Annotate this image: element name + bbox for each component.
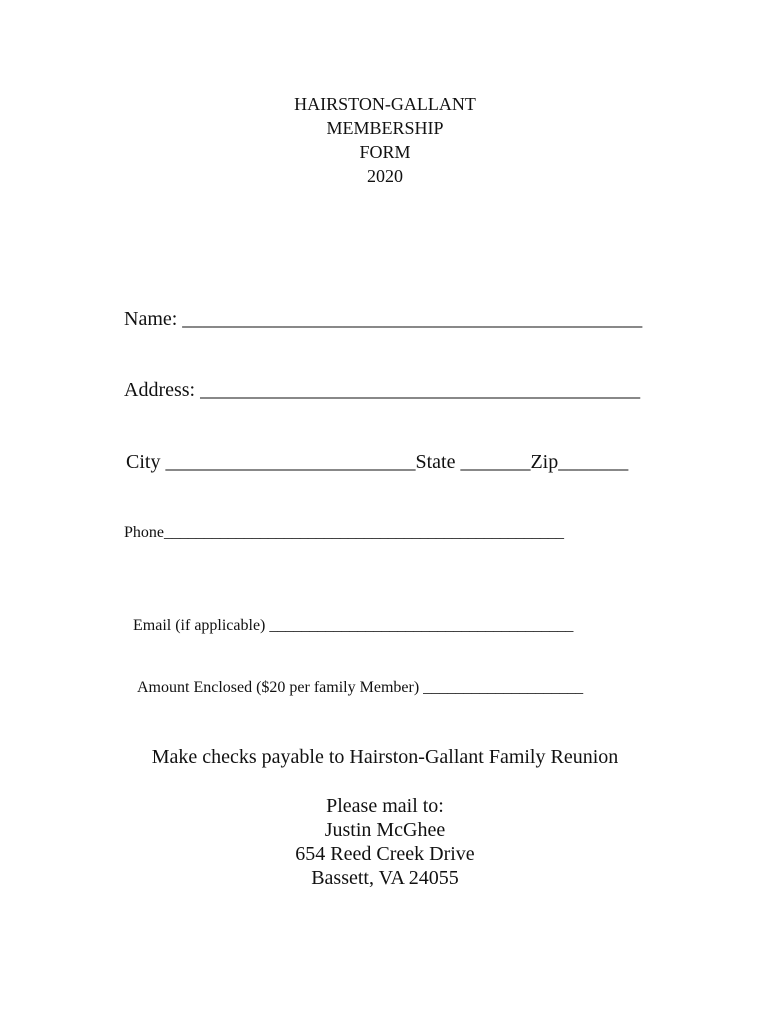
email-field: Email (if applicable) ______________________________________ [133, 617, 574, 634]
mail-recipient: Justin McGhee [324, 819, 446, 841]
mailing-address [0, 794, 770, 890]
mail-heading: Please mail to: [326, 795, 444, 817]
address-field: Address: ____________________________________________ [124, 379, 641, 401]
phone-field: Phone__________________________________________________ [124, 524, 564, 541]
amount-enclosed-field: Amount Enclosed ($20 per family Member) ____________________ [137, 679, 584, 696]
title-line-membership: MEMBERSHIP [326, 118, 444, 138]
mail-street: 654 Reed Creek Drive [295, 843, 475, 865]
title-line-form: FORM [359, 142, 411, 162]
mail-city-state-zip: Bassett, VA 24055 [311, 867, 459, 889]
name-field: Name: ______________________________________________ [124, 308, 643, 330]
form-title [0, 92, 770, 188]
checks-payable-note: Make checks payable to Hairston-Gallant Family Reunion [151, 746, 619, 768]
title-line-organization: HAIRSTON-GALLANT [294, 94, 476, 114]
city-state-zip-field: City _________________________State _______Zip_______ [126, 451, 629, 473]
title-line-year: 2020 [367, 166, 403, 186]
